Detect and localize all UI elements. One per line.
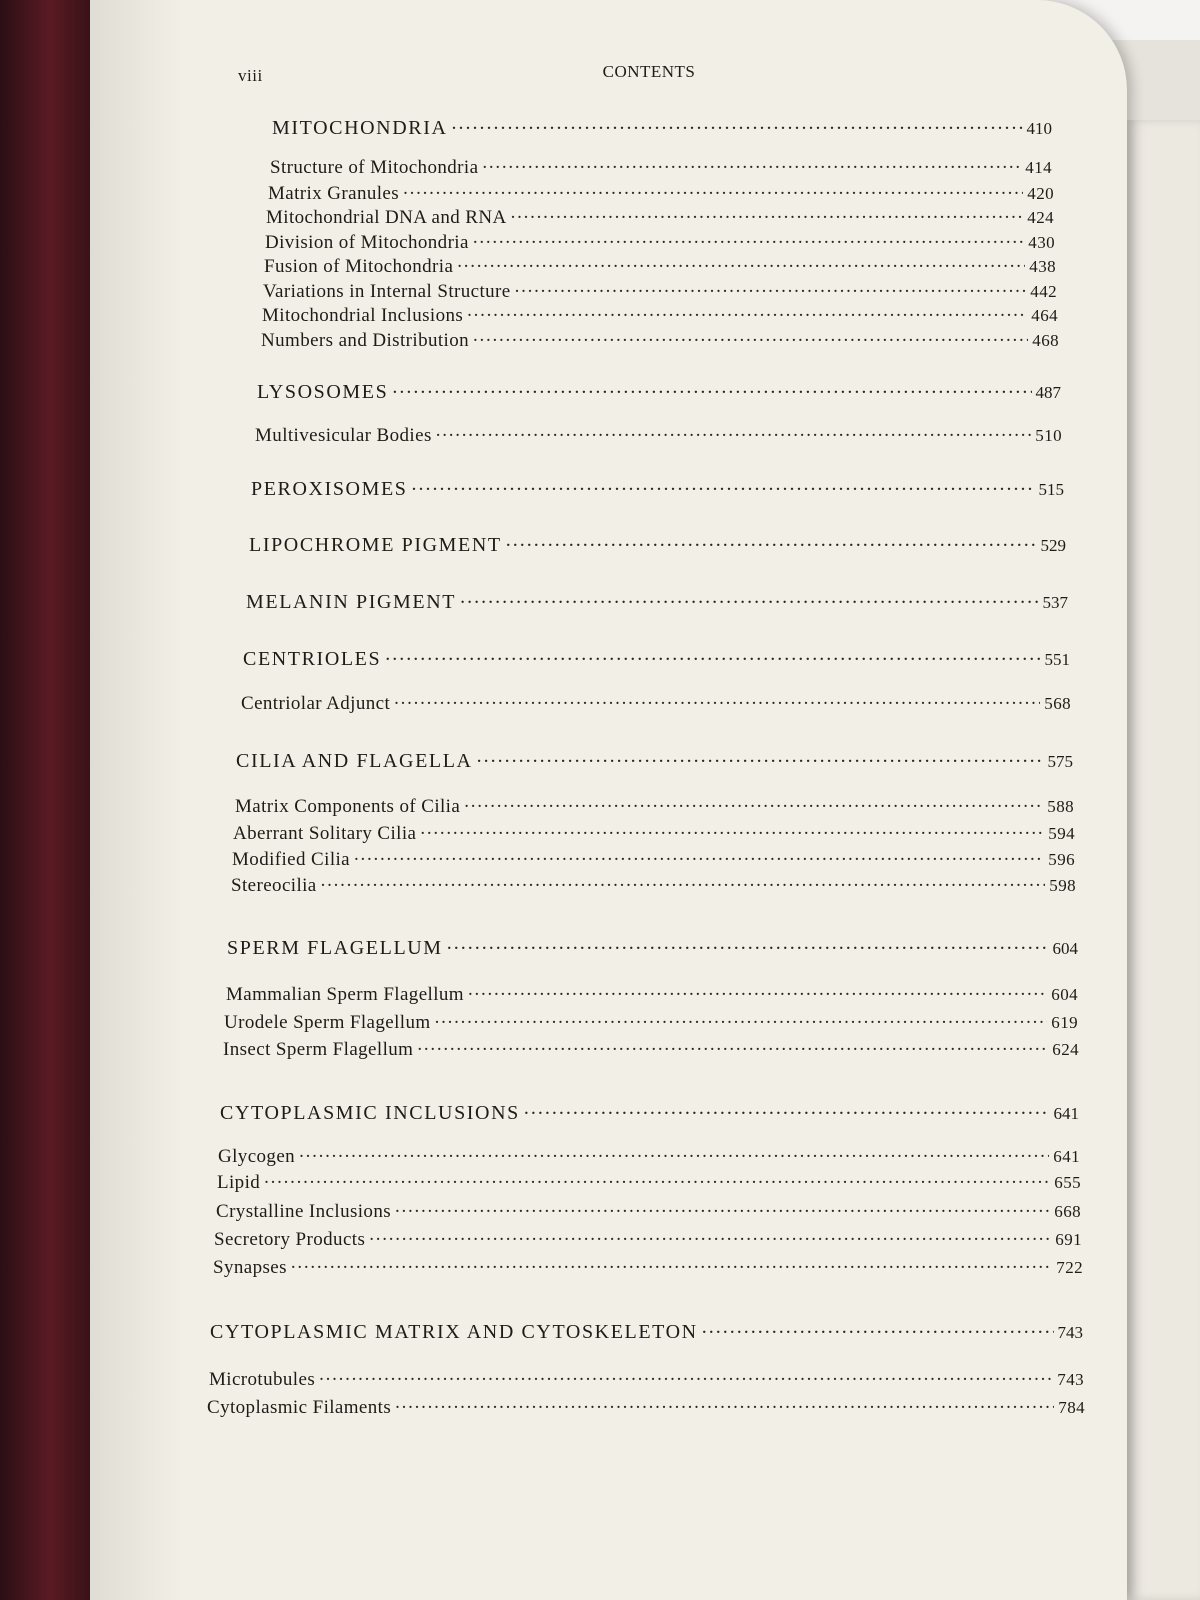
toc-entry xyxy=(235,791,1074,818)
entry-title: Insect Sperm Flagellum xyxy=(223,1038,414,1060)
section-title: CILIA AND FLAGELLA xyxy=(236,750,473,772)
entry-title: Glycogen xyxy=(218,1145,296,1167)
dot-leader xyxy=(354,844,1044,865)
entry-title: Variations in Internal Structure xyxy=(263,280,511,302)
section-title: MITOCHONDRIA xyxy=(272,117,448,139)
toc-entry xyxy=(233,818,1075,845)
toc-section-heading xyxy=(272,112,1052,140)
entry-title: Multivesicular Bodies xyxy=(255,424,432,446)
toc-entry xyxy=(264,251,1056,278)
toc-entry xyxy=(268,178,1054,205)
page-number: 442 xyxy=(1030,281,1057,301)
dot-leader xyxy=(506,529,1037,551)
page-number: 624 xyxy=(1052,1039,1079,1059)
toc-section-heading xyxy=(246,586,1068,614)
section-title: SPERM FLAGELLUM xyxy=(227,937,443,959)
dot-leader xyxy=(299,1141,1049,1162)
toc-entry xyxy=(270,152,1052,179)
page-number: 641 xyxy=(1053,1104,1079,1123)
entry-title: Stereocilia xyxy=(231,874,317,896)
entry-title: Matrix Components of Cilia xyxy=(235,795,461,817)
dot-leader xyxy=(515,276,1027,297)
dot-leader xyxy=(392,376,1031,398)
page-number: 619 xyxy=(1051,1012,1078,1032)
page-number: 515 xyxy=(1038,480,1064,499)
dot-leader xyxy=(319,1364,1053,1385)
dot-leader xyxy=(403,178,1023,199)
toc-entry xyxy=(214,1224,1082,1251)
page-number: 596 xyxy=(1048,849,1075,869)
page-number: 604 xyxy=(1051,984,1078,1004)
page-number: 438 xyxy=(1029,256,1056,276)
dot-leader xyxy=(457,251,1025,272)
entry-title: Crystalline Inclusions xyxy=(216,1200,392,1222)
toc-entry xyxy=(266,202,1054,229)
dot-leader xyxy=(473,227,1024,248)
dot-leader xyxy=(447,932,1049,954)
page-number: 722 xyxy=(1056,1257,1083,1277)
entry-title: Mitochondrial DNA and RNA xyxy=(266,206,507,228)
entry-title: Urodele Sperm Flagellum xyxy=(224,1011,431,1033)
toc-section-heading xyxy=(243,643,1070,671)
page-number: 414 xyxy=(1025,157,1052,177)
dot-leader xyxy=(436,420,1032,441)
entry-title: Lipid xyxy=(217,1171,261,1193)
page-number: 691 xyxy=(1055,1229,1082,1249)
page-number: 668 xyxy=(1054,1201,1081,1221)
entry-title: Cytoplasmic Filaments xyxy=(207,1396,392,1418)
page-number: 594 xyxy=(1048,823,1075,843)
toc-entry xyxy=(216,1196,1081,1223)
dot-leader xyxy=(477,745,1044,767)
toc-entry xyxy=(213,1252,1083,1279)
toc-entry xyxy=(263,276,1057,303)
section-title: LYSOSOMES xyxy=(257,381,389,403)
page-number: 464 xyxy=(1031,305,1058,325)
page-folio: viii xyxy=(238,66,263,85)
page-number: 604 xyxy=(1052,939,1078,958)
section-title: PEROXISOMES xyxy=(251,478,408,500)
toc-entry xyxy=(226,979,1078,1006)
toc-section-heading xyxy=(236,745,1073,773)
entry-title: Synapses xyxy=(213,1256,287,1278)
dot-leader xyxy=(395,1196,1050,1217)
page-number: 487 xyxy=(1035,383,1061,402)
dot-leader xyxy=(395,1392,1054,1413)
page-number: 510 xyxy=(1035,425,1062,445)
dot-leader xyxy=(482,152,1021,173)
page-number: 430 xyxy=(1028,232,1055,252)
page-number: 568 xyxy=(1044,693,1071,713)
dot-leader xyxy=(473,325,1028,346)
toc-entry xyxy=(223,1034,1079,1061)
dot-leader xyxy=(417,1034,1048,1055)
page-number: 424 xyxy=(1027,207,1054,227)
toc-entry xyxy=(241,688,1071,715)
toc-entry xyxy=(217,1167,1081,1194)
dot-leader xyxy=(264,1167,1050,1188)
page-number: 743 xyxy=(1057,1369,1084,1389)
entry-title: Mammalian Sperm Flagellum xyxy=(226,983,464,1005)
dot-leader xyxy=(321,870,1046,891)
toc-entry xyxy=(207,1392,1085,1419)
toc-section-heading xyxy=(210,1316,1083,1344)
toc-entry xyxy=(265,227,1055,254)
dot-leader xyxy=(369,1224,1051,1245)
toc-entry xyxy=(209,1364,1084,1391)
dot-leader xyxy=(468,979,1047,1000)
page-number: 551 xyxy=(1044,650,1070,669)
toc-section-heading xyxy=(249,529,1066,557)
toc-entry xyxy=(232,844,1075,871)
toc-entry xyxy=(231,870,1076,897)
page-number: 537 xyxy=(1042,593,1068,612)
toc-section-heading xyxy=(257,376,1061,404)
toc-entry xyxy=(262,300,1058,327)
page-number: 598 xyxy=(1049,875,1076,895)
entry-title: Microtubules xyxy=(209,1368,316,1390)
page-number: 575 xyxy=(1047,752,1073,771)
entry-title: Modified Cilia xyxy=(232,848,351,870)
toc-entry xyxy=(218,1141,1080,1168)
entry-title: Centriolar Adjunct xyxy=(241,692,391,714)
section-title: LIPOCHROME PIGMENT xyxy=(249,534,502,556)
section-title: CYTOPLASMIC INCLUSIONS xyxy=(220,1102,520,1124)
entry-title: Matrix Granules xyxy=(268,182,400,204)
section-title: CYTOPLASMIC MATRIX AND CYTOSKELETON xyxy=(210,1321,698,1343)
page-number: 420 xyxy=(1027,183,1054,203)
dot-leader xyxy=(702,1316,1054,1338)
toc-entry xyxy=(255,420,1062,447)
page-number: 655 xyxy=(1054,1172,1081,1192)
dot-leader xyxy=(460,586,1038,608)
dot-leader xyxy=(420,818,1044,839)
running-title: CONTENTS xyxy=(602,62,696,81)
dot-leader xyxy=(511,202,1024,223)
dot-leader xyxy=(452,112,1023,134)
entry-title: Mitochondrial Inclusions xyxy=(262,304,464,326)
page-number: 641 xyxy=(1053,1146,1080,1166)
dot-leader xyxy=(385,643,1040,665)
dot-leader xyxy=(467,300,1027,321)
entry-title: Secretory Products xyxy=(214,1228,366,1250)
dot-leader xyxy=(291,1252,1052,1273)
dot-leader xyxy=(464,791,1043,812)
dot-leader xyxy=(524,1097,1050,1119)
dot-leader xyxy=(412,473,1035,495)
entry-title: Aberrant Solitary Cilia xyxy=(233,822,417,844)
toc-section-heading xyxy=(227,932,1078,960)
dot-leader xyxy=(394,688,1040,709)
entry-title: Structure of Mitochondria xyxy=(270,156,479,178)
toc-section-heading xyxy=(220,1097,1079,1125)
entry-title: Division of Mitochondria xyxy=(265,231,469,253)
page-number: 743 xyxy=(1057,1323,1083,1342)
toc-entry xyxy=(261,325,1059,352)
entry-title: Numbers and Distribution xyxy=(261,329,470,351)
toc-entry xyxy=(224,1007,1078,1034)
section-title: MELANIN PIGMENT xyxy=(246,591,457,613)
toc-section-heading xyxy=(251,473,1064,501)
page-number: 468 xyxy=(1032,330,1059,350)
page-number: 784 xyxy=(1058,1397,1085,1417)
page-number: 588 xyxy=(1047,796,1074,816)
page-number: 410 xyxy=(1026,119,1052,138)
entry-title: Fusion of Mitochondria xyxy=(264,255,454,277)
page-number: 529 xyxy=(1040,536,1066,555)
dot-leader xyxy=(435,1007,1048,1028)
section-title: CENTRIOLES xyxy=(243,648,382,670)
